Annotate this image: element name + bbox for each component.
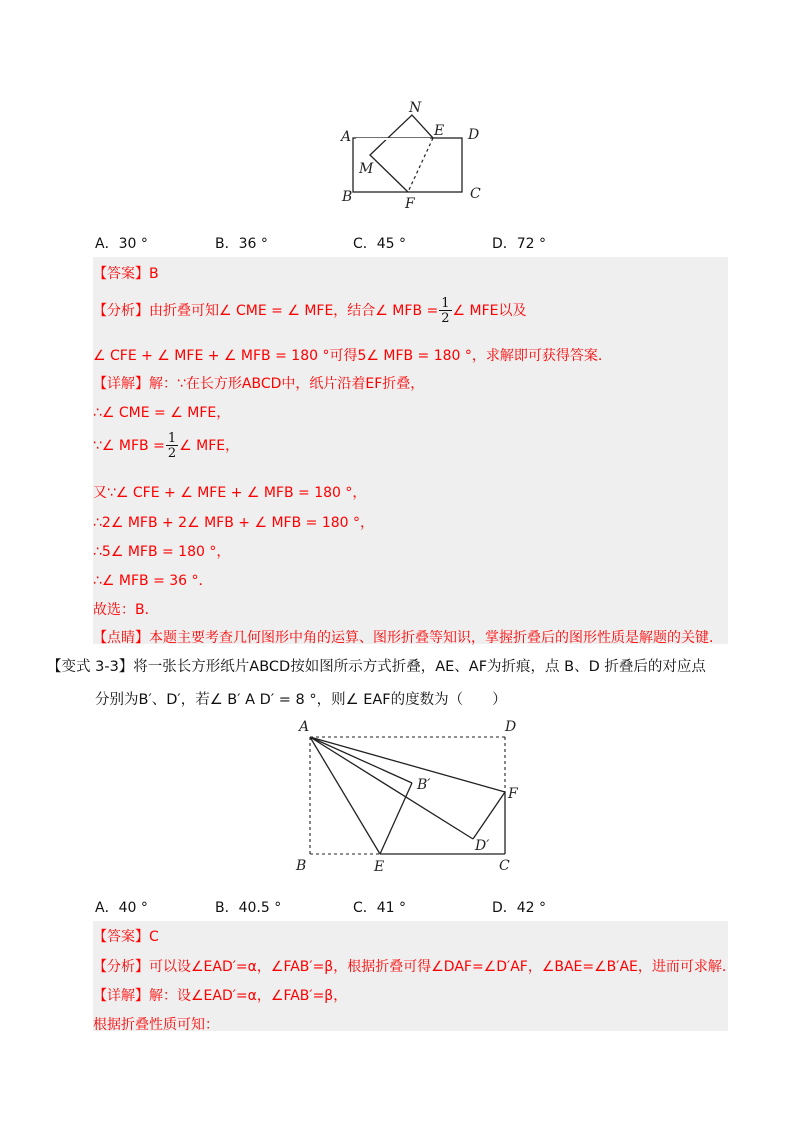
detail-line: 【详解】解：设∠EAD′=α，∠FAB′=β， <box>93 988 348 1004</box>
fraction-numerator: 1 <box>167 431 177 446</box>
option-b: B．40.5 ° <box>215 900 282 916</box>
detail-line: 【详解】解：∵在长方形ABCD中，纸片沿着EF折叠， <box>93 376 425 392</box>
label-B: B <box>296 858 307 874</box>
option-c: C．41 ° <box>353 900 407 916</box>
question-2-line-2: 分别为B′、D′，若∠ B′ A D′ = 8 °，则∠ EAF的度数为（ ） <box>95 692 507 708</box>
fraction-denominator: 2 <box>441 311 450 326</box>
option-d: D．42 ° <box>492 900 547 916</box>
step-6: ∴∠ MFB = 36 °． <box>93 573 213 589</box>
option-c: C．45 ° <box>353 236 407 252</box>
label-C: C <box>470 186 481 202</box>
label-E: E <box>374 859 385 875</box>
label-E: E <box>434 123 445 139</box>
analysis-line-2: ∠ CFE + ∠ MFE + ∠ MFB = 180 °可得5∠ MFB = 180 °，求解即可获得答案. <box>93 348 603 364</box>
fraction <box>166 432 178 460</box>
figure-2-fold-diagram <box>290 712 530 877</box>
label-F: F <box>508 786 518 802</box>
fraction-denominator: 2 <box>167 446 177 461</box>
analysis-text-b: ∠ MFE以及 <box>452 303 527 319</box>
fraction-numerator: 1 <box>441 296 450 311</box>
answer-line: 【答案】C <box>93 929 159 945</box>
label-N: N <box>409 100 422 116</box>
step-5: ∴5∠ MFB = 180 °， <box>93 544 231 560</box>
step-1: ∴∠ CME = ∠ MFE， <box>93 405 231 421</box>
option-d: D．72 ° <box>492 236 547 252</box>
answer-line: 【答案】B <box>93 266 159 282</box>
step-2-text-b: ∠ MFE， <box>179 438 240 454</box>
label-B: B <box>342 189 353 205</box>
label-D: D <box>468 127 480 143</box>
choice-line: 故选：B． <box>93 602 159 618</box>
step-2-text-a: ∵∠ MFB = <box>93 438 165 454</box>
step-4: ∴2∠ MFB + 2∠ MFB + ∠ MFB = 180 °， <box>93 515 374 531</box>
label-A: A <box>299 719 310 735</box>
label-D: D <box>505 719 517 735</box>
step-3: 又∵∠ CFE + ∠ MFE + ∠ MFB = 180 °， <box>93 485 367 501</box>
question-2-line-1: 【变式 3-3】将一张长方形纸片ABCD按如图所示方式折叠，AE、AF为折痕，点 B、D 折叠后的对应点 <box>47 659 706 675</box>
step-2 <box>93 432 239 460</box>
label-D-prime: D′ <box>475 838 490 854</box>
label-B-prime: B′ <box>417 777 431 793</box>
label-C: C <box>499 858 510 874</box>
option-a: A．40 ° <box>95 900 148 916</box>
option-b: B．36 ° <box>215 236 268 252</box>
option-a: A．30 ° <box>95 236 148 252</box>
comment-line: 【点睛】本题主要考查几何图形中角的运算、图形折叠等知识，掌握折叠后的图形性质是解题的关键. <box>93 630 714 646</box>
label-A: A <box>341 129 352 145</box>
analysis-text-a: 【分析】由折叠可知∠ CME = ∠ MFE，结合∠ MFB = <box>93 303 439 319</box>
analysis-line: 【分析】可以设∠EAD′=α，∠FAB′=β，根据折叠可得∠DAF=∠D′AF，∠BAE=∠B′AE，进而可求解. <box>93 959 727 975</box>
solution-panel-2 <box>93 921 728 1031</box>
label-M: M <box>359 161 374 177</box>
figure-1-fold-diagram <box>330 95 490 215</box>
label-F: F <box>405 196 415 212</box>
solution-panel-1 <box>93 257 728 644</box>
fraction <box>439 297 451 325</box>
analysis-line <box>93 297 527 325</box>
basis-line: 根据折叠性质可知： <box>93 1017 219 1033</box>
